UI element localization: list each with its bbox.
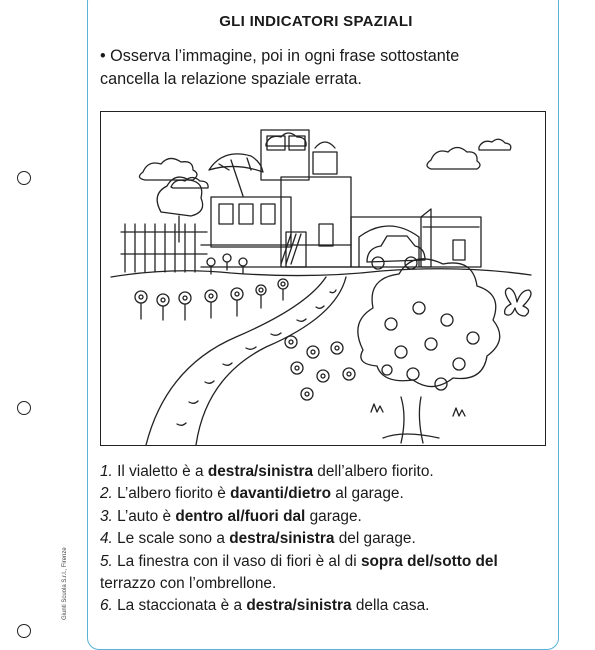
garage-drawing [351, 209, 481, 267]
fence-drawing [121, 224, 207, 272]
sentence-list [100, 461, 560, 618]
instruction [100, 45, 540, 91]
house-drawing [201, 130, 371, 267]
spatial-choice[interactable]: sopra del/sotto del [360, 552, 498, 570]
list-item: 2. L’albero fiorito è davanti/dietro al garage. [100, 485, 404, 503]
list-item-continuation: terrazzo con l’ombrellone. [100, 575, 277, 593]
instruction-line-1: • Osserva l’immagine, poi in ogni frase sottostante [100, 47, 460, 65]
page-title: GLI INDICATORI SPAZIALI [219, 13, 413, 30]
list-item: 4. Le scale sono a destra/sinistra del garage. [100, 530, 416, 548]
binder-hole-top [17, 171, 31, 185]
garden-path [146, 277, 346, 445]
list-item: 3. L’auto è dentro al/fuori dal garage. [100, 507, 362, 525]
spatial-choice[interactable]: destra/sinistra [207, 463, 314, 480]
instruction-line-2: cancella la relazione spaziale errata. [100, 70, 362, 88]
publisher-credit: Giunti Scuola S.r.l., Firenze [62, 547, 68, 620]
cloud-icon [266, 133, 306, 146]
spatial-choice[interactable]: davanti/dietro [230, 485, 331, 503]
flowers-drawing [135, 254, 355, 400]
binder-hole-middle [17, 401, 31, 415]
spatial-choice[interactable]: destra/sinistra [229, 530, 335, 548]
spatial-choice[interactable]: destra/sinistra [246, 597, 352, 615]
coloring-illustration [100, 111, 546, 446]
cloud-icon [427, 139, 511, 169]
butterfly-icon [505, 288, 531, 316]
list-item: 5. La finestra con il vaso di fiori è al di sopra del/sotto del [100, 552, 498, 570]
binder-hole-bottom [17, 624, 31, 638]
list-item: 6. La staccionata è a destra/sinistra della casa. [100, 597, 430, 615]
umbrella-icon [209, 154, 263, 196]
list-item: 1. Il vialetto è a destra/sinistra dell’albero fiorito. [100, 463, 434, 480]
spatial-choice[interactable]: dentro al/fuori dal [175, 507, 306, 525]
car-icon [367, 236, 425, 269]
flowering-tree [358, 259, 500, 443]
